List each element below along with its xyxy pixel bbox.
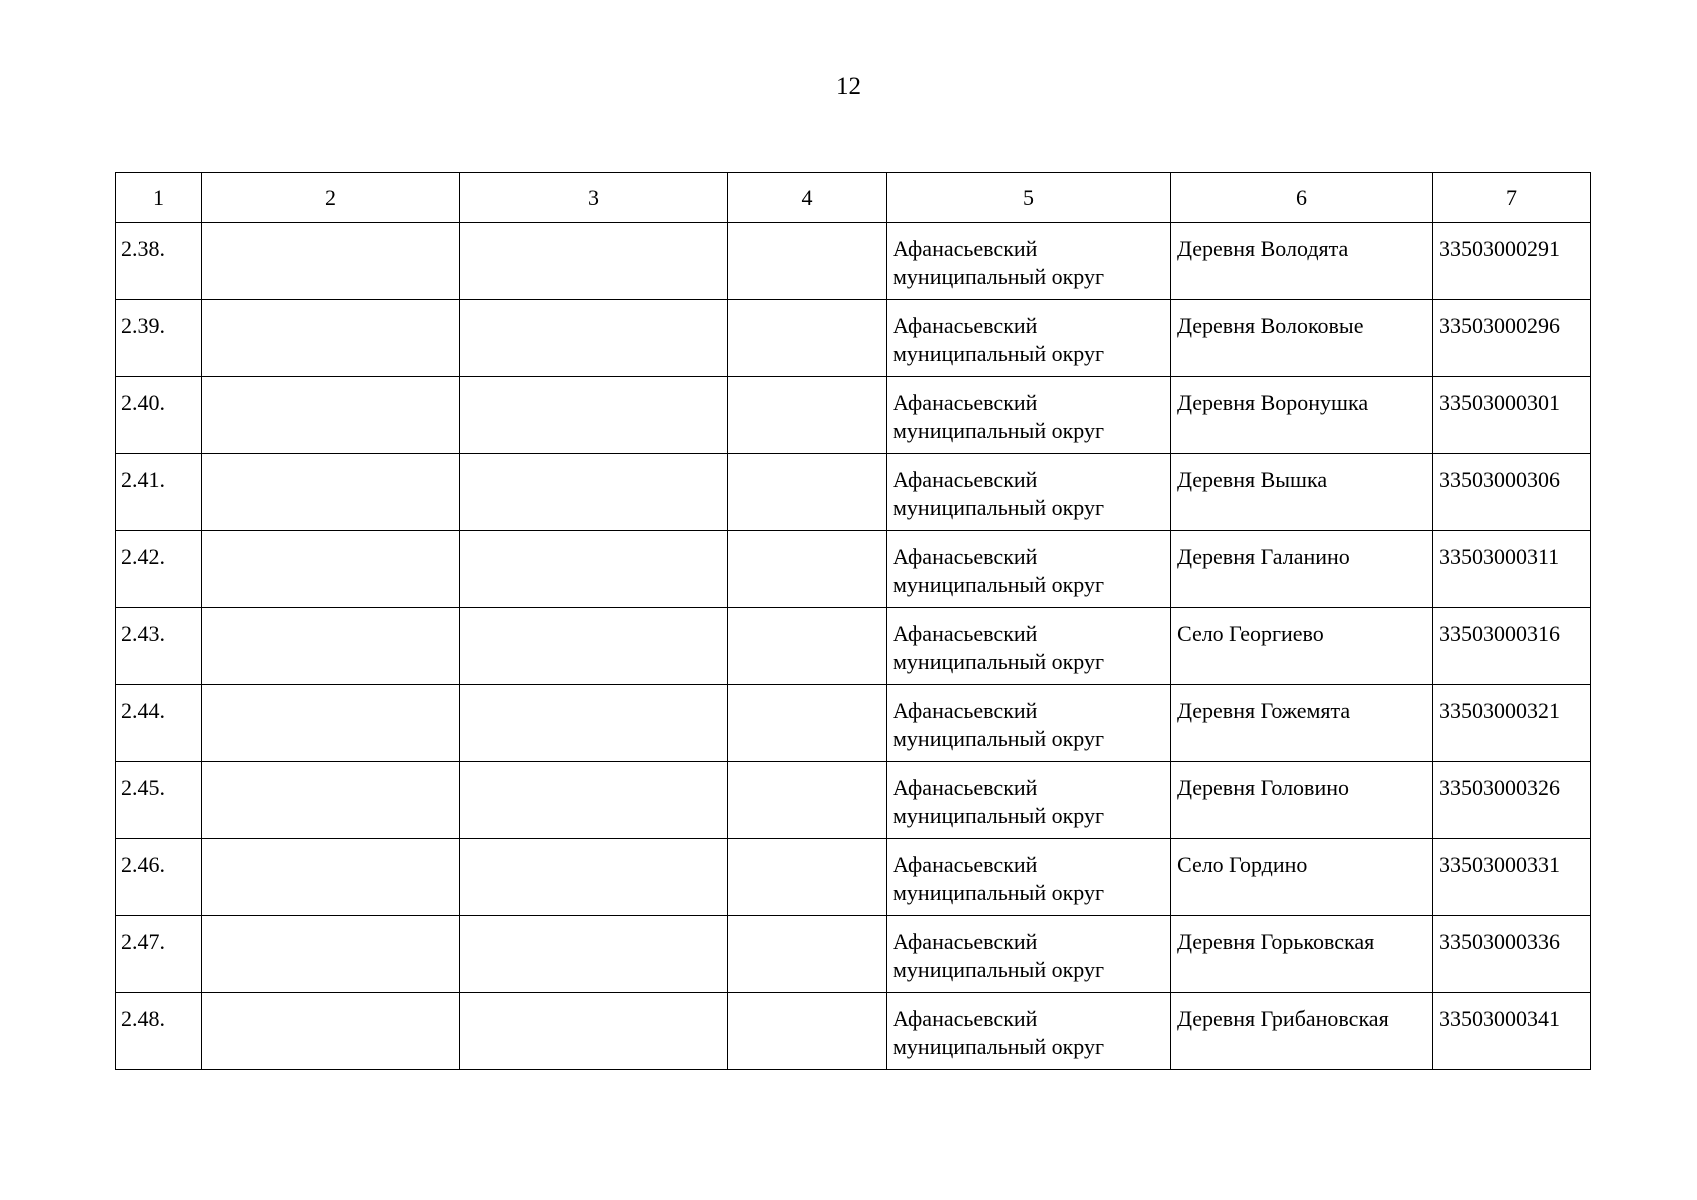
row-number-cell [116,685,202,762]
district-cell [887,916,1171,993]
district-type: муниципальный округ [893,572,1105,597]
oktmo-code: 33503000341 [1439,1006,1560,1031]
settlement-cell [1171,300,1433,377]
column-4-cell [728,839,887,916]
district-cell [887,608,1171,685]
column-3-cell [460,993,728,1070]
oktmo-code: 33503000321 [1439,698,1560,723]
district-cell [887,839,1171,916]
district-type: муниципальный округ [893,264,1105,289]
settlement-name: Село Гордино [1177,852,1308,877]
row-number-cell [116,916,202,993]
district-name: Афанасьевский [893,467,1038,492]
row-number: 2.39. [121,313,165,338]
column-header-2: 2 [202,173,460,223]
settlement-cell [1171,916,1433,993]
column-2-cell [202,762,460,839]
column-3-cell [460,454,728,531]
settlement-name: Деревня Горьковская [1177,929,1375,954]
settlement-name: Деревня Грибановская [1177,1006,1389,1031]
district-type: муниципальный округ [893,495,1105,520]
row-number: 2.43. [121,621,165,646]
settlement-name: Деревня Володята [1177,236,1349,261]
column-3-cell [460,531,728,608]
registry-table [115,172,1591,1070]
district-name: Афанасьевский [893,621,1038,646]
district-cell [887,685,1171,762]
column-header-3: 3 [460,173,728,223]
district-name: Афанасьевский [893,852,1038,877]
column-4-cell [728,223,887,300]
column-4-cell [728,993,887,1070]
column-3-cell [460,685,728,762]
row-number: 2.40. [121,390,165,415]
column-4-cell [728,300,887,377]
table-row [116,839,1591,916]
column-2-cell [202,685,460,762]
district-name: Афанасьевский [893,236,1038,261]
district-cell [887,454,1171,531]
row-number: 2.48. [121,1006,165,1031]
column-3-cell [460,839,728,916]
row-number-cell [116,531,202,608]
column-2-cell [202,993,460,1070]
row-number-cell [116,762,202,839]
column-header-4: 4 [728,173,887,223]
district-cell [887,223,1171,300]
code-cell [1433,916,1591,993]
table-row [116,608,1591,685]
column-4-cell [728,916,887,993]
column-header-5: 5 [887,173,1171,223]
table-row [116,223,1591,300]
column-2-cell [202,608,460,685]
column-3-cell [460,223,728,300]
oktmo-code: 33503000291 [1439,236,1560,261]
column-3-cell [460,916,728,993]
table-row [116,685,1591,762]
column-3-cell [460,608,728,685]
district-type: муниципальный округ [893,341,1105,366]
row-number-cell [116,839,202,916]
row-number-cell [116,300,202,377]
column-4-cell [728,531,887,608]
table-row [116,993,1591,1070]
column-3-cell [460,762,728,839]
column-2-cell [202,454,460,531]
settlement-cell [1171,993,1433,1070]
column-header-6: 6 [1171,173,1433,223]
row-number-cell [116,454,202,531]
column-2-cell [202,223,460,300]
oktmo-code: 33503000306 [1439,467,1560,492]
row-number: 2.42. [121,544,165,569]
row-number: 2.44. [121,698,165,723]
oktmo-code: 33503000301 [1439,390,1560,415]
code-cell [1433,300,1591,377]
district-cell [887,377,1171,454]
code-cell [1433,608,1591,685]
district-type: муниципальный округ [893,1034,1105,1059]
district-name: Афанасьевский [893,544,1038,569]
oktmo-code: 33503000336 [1439,929,1560,954]
oktmo-code: 33503000311 [1439,544,1560,569]
oktmo-code: 33503000316 [1439,621,1560,646]
district-name: Афанасьевский [893,390,1038,415]
column-4-cell [728,454,887,531]
district-name: Афанасьевский [893,698,1038,723]
district-cell [887,531,1171,608]
settlement-name: Деревня Воронушка [1177,390,1369,415]
settlement-name: Деревня Волоковые [1177,313,1364,338]
settlement-name: Деревня Вышка [1177,467,1328,492]
row-number-cell [116,608,202,685]
settlement-name: Деревня Головино [1177,775,1349,800]
row-number: 2.38. [121,236,165,261]
code-cell [1433,223,1591,300]
district-name: Афанасьевский [893,313,1038,338]
column-2-cell [202,839,460,916]
code-cell [1433,377,1591,454]
column-header-7: 7 [1433,173,1591,223]
code-cell [1433,685,1591,762]
column-2-cell [202,531,460,608]
table-row [116,377,1591,454]
district-cell [887,300,1171,377]
column-4-cell [728,762,887,839]
settlement-cell [1171,839,1433,916]
settlement-cell [1171,223,1433,300]
settlement-cell [1171,454,1433,531]
column-3-cell [460,377,728,454]
district-type: муниципальный округ [893,957,1105,982]
settlement-cell [1171,608,1433,685]
column-2-cell [202,916,460,993]
oktmo-code: 33503000296 [1439,313,1560,338]
district-type: муниципальный округ [893,418,1105,443]
settlement-cell [1171,531,1433,608]
row-number: 2.47. [121,929,165,954]
row-number: 2.45. [121,775,165,800]
table-row [116,531,1591,608]
settlement-name: Деревня Гожемята [1177,698,1351,723]
oktmo-code: 33503000326 [1439,775,1560,800]
settlement-cell [1171,377,1433,454]
table-row [116,762,1591,839]
table-body [116,223,1591,1070]
district-cell [887,762,1171,839]
table-row [116,916,1591,993]
row-number: 2.41. [121,467,165,492]
district-name: Афанасьевский [893,929,1038,954]
page-number: 12 [836,73,861,100]
code-cell [1433,531,1591,608]
oktmo-code: 33503000331 [1439,852,1560,877]
column-4-cell [728,685,887,762]
code-cell [1433,993,1591,1070]
code-cell [1433,762,1591,839]
code-cell [1433,839,1591,916]
row-number: 2.46. [121,852,165,877]
column-4-cell [728,377,887,454]
district-type: муниципальный округ [893,726,1105,751]
table-header [116,173,1591,223]
district-type: муниципальный округ [893,880,1105,905]
district-type: муниципальный округ [893,649,1105,674]
row-number-cell [116,377,202,454]
settlement-cell [1171,762,1433,839]
district-name: Афанасьевский [893,775,1038,800]
table-row [116,454,1591,531]
settlement-cell [1171,685,1433,762]
settlement-name: Село Георгиево [1177,621,1324,646]
district-cell [887,993,1171,1070]
district-name: Афанасьевский [893,1006,1038,1031]
column-4-cell [728,608,887,685]
row-number-cell [116,223,202,300]
district-type: муниципальный округ [893,803,1105,828]
code-cell [1433,454,1591,531]
column-2-cell [202,300,460,377]
table-row [116,300,1591,377]
header-row [116,173,1591,223]
row-number-cell [116,993,202,1070]
column-header-1: 1 [116,173,202,223]
settlement-name: Деревня Галанино [1177,544,1350,569]
column-2-cell [202,377,460,454]
column-3-cell [460,300,728,377]
